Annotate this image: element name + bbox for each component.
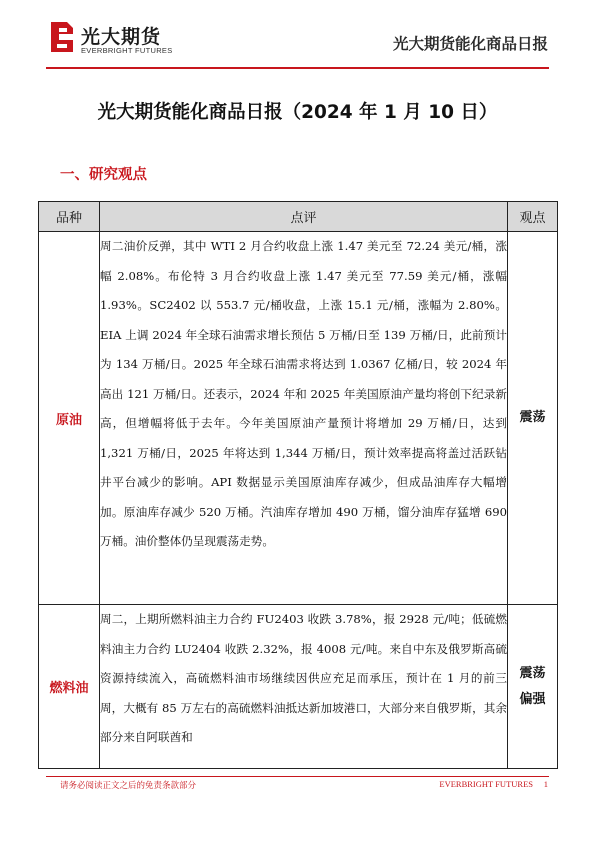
logo-chinese-name: 光大期货	[81, 26, 162, 48]
document-title: 光大期货能化商品日报（2024 年 1 月 10 日）	[97, 102, 498, 123]
table-row	[39, 605, 558, 769]
header-divider	[46, 67, 549, 69]
commentary-text: 周二油价反弹，其中 WTI 2 月合约收盘上涨 1.47 美元至 72.24 美元/桶，涨幅 2.08%。布伦特 3 月合约收盘上涨 1.47 美元至 77.59 美元/桶，涨幅 1.93%。SC2402 以 553.7 元/桶收盘，上涨 15.1 元/桶，涨幅为 2.80%。EIA 上调 2024 年全球石油需求增长预估 5 万桶/日至 139 万桶/日，此前预计为 134 万桶/日。2025 年全球石油需求将达到 1.0367 亿桶/日，较 2024 年高出 121 万桶/日。还表示，2024 年和 2025 年美国原油产量均将创下纪录新高，但增幅将低于去年。今年美国原油产量预计将增加 29 万桶/日，达到 1,321 万桶/日，2025 年将达到 1,344 万桶/日，预计效率提高将盖过活跃钻井平台减少的影响。API 数据显示美国原油库存减少，但成品油库存大幅增加。原油库存减少 520 万桶。汽油库存增加 490 万桶，馏分油库存猛增 690 万桶。油价整体仍呈现震荡走势。	[100, 232, 508, 605]
view-label-secondary: 偏强	[519, 691, 546, 707]
everbright-logo-icon	[47, 20, 77, 54]
commentary-text: 周二，上期所燃料油主力合约 FU2403 收跌 3.78%，报 2928 元/吨；低硫燃料油主力合约 LU2404 收跌 2.32%，报 4008 元/吨。来自中东及俄罗斯高硫资源持续流入，高硫燃料油市场继续因供应充足而承压，预计在 1 月的前三周，大概有 85 万左右的高硫燃料油抵达新加坡港口，大部分来自俄罗斯，其余部分来自阿联酋和	[100, 605, 508, 769]
table-header-row	[39, 202, 558, 232]
research-views-table	[38, 201, 558, 769]
footer-disclaimer: 请务必阅读正文之后的免责条款部分	[60, 781, 197, 791]
report-header-title: 光大期货能化商品日报	[392, 35, 548, 53]
table-row	[39, 232, 558, 605]
column-header-commodity: 品种	[39, 202, 100, 232]
company-logo	[47, 18, 207, 62]
view-label: 震荡	[519, 410, 546, 425]
view-cell	[508, 232, 558, 605]
footer-brand: EVERBRIGHT FUTURES	[439, 779, 533, 789]
section-heading: 一、研究观点	[60, 167, 147, 183]
footer-divider	[46, 776, 549, 777]
view-cell	[508, 605, 558, 769]
commodity-name: 原油	[39, 232, 100, 605]
logo-english-name: EVERBRIGHT FUTURES	[81, 46, 173, 55]
view-label: 震荡	[519, 665, 546, 681]
column-header-view: 观点	[508, 202, 558, 232]
page-number: 1	[543, 779, 548, 789]
commodity-name: 燃料油	[39, 605, 100, 769]
column-header-commentary: 点评	[100, 202, 508, 232]
